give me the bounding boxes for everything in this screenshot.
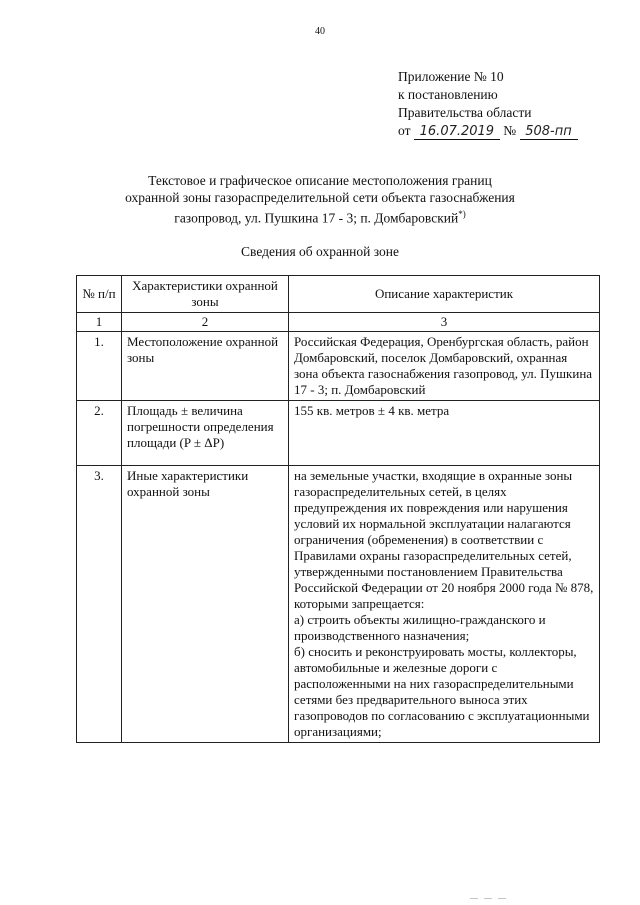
appendix-line-3: Правительства области	[398, 105, 532, 120]
number-value: 508-пп	[520, 125, 578, 140]
appendix-line-2: к постановлению	[398, 87, 498, 102]
row-characteristic: Площадь ± величина погрешности определения площади (P ± ΔP)	[122, 401, 289, 466]
header-characteristic: Характеристики охранной зоны	[122, 276, 289, 313]
row-num: 3.	[77, 466, 122, 743]
date-value: 16.07.2019	[414, 125, 500, 140]
scan-marks: — — —	[470, 893, 508, 902]
column-number: 2	[122, 313, 289, 332]
section-subtitle: Сведения об охранной зоне	[241, 244, 399, 259]
document-title	[60, 172, 580, 227]
header-num: № п/п	[77, 276, 122, 313]
page-number: 40	[315, 26, 325, 37]
footnote-mark: *)	[458, 209, 466, 219]
appendix-line-1: Приложение № 10	[398, 69, 504, 84]
table-row	[77, 332, 600, 401]
appendix-block	[398, 68, 578, 140]
row-characteristic: Иные характеристики охранной зоны	[122, 466, 289, 743]
row-num: 1.	[77, 332, 122, 401]
date-prefix: от	[398, 123, 411, 138]
row-description: 155 кв. метров ± 4 кв. метра	[289, 401, 600, 466]
zone-info-table	[76, 275, 600, 743]
column-number-row	[77, 313, 600, 332]
row-description: на земельные участки, входящие в охранные зоны газораспределительных сетей, в целях предупреждения их повреждения или нарушения условий их нормальной эксплуатации налагаются ограничения (обременения) в соответствии с Правилами охраны газораспределительных сетей, утвержденными постановлением Правительства Российской Федерации от 20 ноября 2000 года № 878, которыми запрещается: а) строить объекты жилищно-гражданского и производственного назначения; б) сносить и реконструировать мосты, коллекторы, автомобильные и железные дороги с расположенными на них газораспределительными сетями без предварительного выноса этих газопроводов по согласованию с эксплуатационными организациями;	[289, 466, 600, 743]
appendix-date-line	[398, 122, 578, 140]
table-row	[77, 466, 600, 743]
row-num: 2.	[77, 401, 122, 466]
table-row	[77, 401, 600, 466]
row-description: Российская Федерация, Оренбургская область, район Домбаровский, поселок Домбаровский, охранная зона объекта газоснабжения газопровод, ул. Пушкина 17 - 3; п. Домбаровский	[289, 332, 600, 401]
column-number: 1	[77, 313, 122, 332]
header-description: Описание характеристик	[289, 276, 600, 313]
table-header-row	[77, 276, 600, 313]
row-characteristic: Местоположение охранной зоны	[122, 332, 289, 401]
title-line-3-text: газопровод, ул. Пушкина 17 - 3; п. Домбаровский	[174, 210, 459, 226]
title-line-1: Текстовое и графическое описание местоположения границ	[148, 173, 492, 188]
number-prefix: №	[503, 123, 517, 138]
title-line-2: охранной зоны газораспределительной сети объекта газоснабжения	[125, 190, 515, 205]
title-line-3	[60, 206, 580, 227]
column-number: 3	[289, 313, 600, 332]
